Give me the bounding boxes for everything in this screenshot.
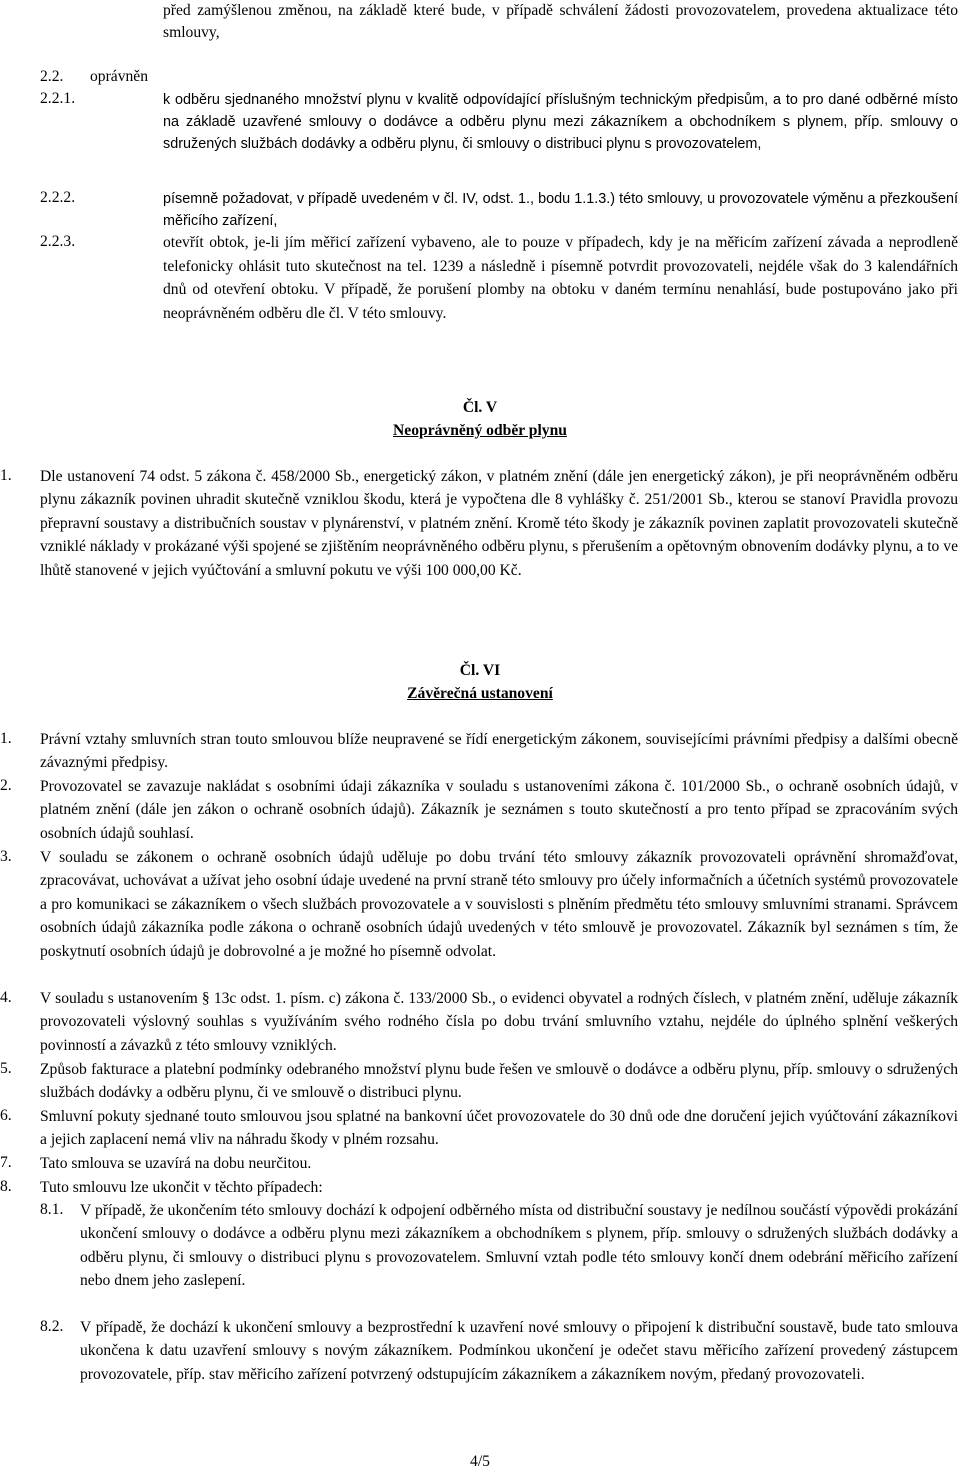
- article-6-item-2: [0, 775, 958, 845]
- article-6-item-1: [0, 728, 958, 775]
- article-6-item-8-1: [40, 1199, 958, 1293]
- clause-number: 2.2.: [40, 68, 64, 85]
- article-6-item-3: [0, 846, 958, 963]
- item-text: Provozovatel se zavazuje nakládat s osobními údaji zákazníka v souladu s ustanoveními zákona č. 101/2000 Sb., o ochraně osobních údajů, v platném znění (dále jen zákon o ochraně osobních údajů). Zákazník je seznámen s touto skutečností a pro tento případ se zpracováním svých osobních údajů souhlasí.: [40, 778, 958, 842]
- item-number: 2.: [0, 777, 12, 794]
- item-text: Tato smlouva se uzavírá na dobu neurčitou.: [40, 1155, 312, 1172]
- clause-2-2-1: [40, 88, 958, 155]
- article-6-title: [0, 683, 960, 705]
- clause-number: 2.2.2.: [40, 189, 76, 206]
- item-text: Právní vztahy smluvních stran touto smlouvou blíže neupravené se řídí energetickým zákonem, souvisejícími právními předpisy a dalšími obecně závaznými předpisy.: [40, 731, 958, 772]
- clause-text: písemně požadovat, v případě uvedeném v čl. IV, odst. 1., bodu 1.1.3.) této smlouvy, u provozovatele výměnu a přezkoušení měřicího zařízení,: [163, 191, 958, 229]
- item-number: 6.: [0, 1107, 12, 1124]
- continuation-paragraph: před zamýšlenou změnou, na základě které bude, v případě schválení žádosti provozovatelem, provedena aktualizace této smlouvy,: [163, 2, 958, 41]
- item-text: V souladu s ustanovením § 13c odst. 1. písm. c) zákona č. 133/2000 Sb., o evidenci obyvatel a rodných číslech, v platném znění, uděluje zákazník provozovateli výslovný souhlas s využíváním svého rodného čísla po dobu trvání smluvního vztahu, nejdéle do úplného splnění veškerých povinností a závazků z této smlouvy vzniklých.: [40, 990, 958, 1054]
- item-text: V souladu se zákonem o ochraně osobních údajů uděluje po dobu trvání této smlouvy zákazník provozovateli oprávnění shromažďovat, zpracovávat, uchovávat a užívat jeho osobní údaje uvedené na první straně této smlouvy pro účely informačních a účetních systémů provozovatele a pro komunikaci se zákazníkem o všech službách provozovatele a v souvislosti s plněním předmětu této smlouvy smluvními stranami. Správcem osobních údajů zákazníka podle zákona o ochraně osobních údajů uvedených v této smlouvě je provozovatel. Zákazník byl seznámen s tím, že poskytnutí osobních údajů je dobrovolné a je možné ho písemně odvolat.: [40, 849, 958, 960]
- clause-text: oprávněn: [90, 68, 149, 85]
- item-number: 1.: [0, 730, 12, 747]
- article-6-item-8-2: [40, 1316, 958, 1386]
- clause-2-2-3: [40, 231, 958, 325]
- article-6-item-6: [0, 1105, 958, 1152]
- article-5-number: Čl. V: [462, 399, 498, 416]
- article-6-title-text: Závěrečná ustanovení: [407, 685, 553, 702]
- article-5-title-text: Neoprávněný odběr plynu: [393, 422, 567, 439]
- item-number: 7.: [0, 1154, 12, 1171]
- paragraph-text: Dle ustanovení 74 odst. 5 zákona č. 458/2000 Sb., energetický zákon, v platném znění (dále jen energetický zákon), je při neoprávněném odběru plynu zákazník povinen uhradit skutečně vzniklou škodu, která je vypočtena dle 8 vyhlášky č. 251/2001 Sb., kterou se stanoví Pravidla provozu přepravní soustavy a distribučních soustav v plynárenství, v platném znění. Kromě této škody je zákazník povinen zaplatit provozovateli skutečně vzniklé náklady v prokázané výši spojené se zjištěním neoprávněného odběru plynu, s přerušením a opětovným obnovením dodávky plynu, a to ve lhůtě stanovené v jejich vyúčtování a smluvní pokutu ve výši 100 000,00 Kč.: [40, 468, 958, 579]
- item-number: 3.: [0, 848, 12, 865]
- item-number: 5.: [0, 1060, 12, 1077]
- item-text: V případě, že ukončením této smlouvy dochází k odpojení odběrného místa od distribuční soustavy je nedílnou součástí výpovědi prokázání ukončení smlouvy o dodávce a odběru plynu mezi zákazníkem a obchodníkem s plynem, příp. smlouvy o sdružených službách dodávky a odběru plynu, či smlouvy o distribuci plynu s provozovatelem. Smluvní vztah podle této smlouvy končí dnem odebrání měřicího zařízení nebo dnem jeho zaslepení.: [80, 1202, 958, 1290]
- paragraph-number: 1.: [0, 467, 12, 484]
- article-6-item-8: [0, 1176, 958, 1199]
- clause-text: k odběru sjednaného množství plynu v kvalitě odpovídající příslušným technickým předpisům, a to pro dané odběrné místo na základě uzavřené smlouvy o dodávce a odběru plynu mezi zákazníkem a obchodníkem s plynem, příp. smlouvy o sdružených službách dodávky a odběru plynu, či smlouvy o distribuci plynu s provozovatelem,: [163, 92, 958, 152]
- item-number: 8.: [0, 1178, 12, 1195]
- page-number: 4/5: [470, 1453, 490, 1470]
- item-number: 4.: [0, 989, 12, 1006]
- article-6-item-7: [0, 1152, 958, 1175]
- article-6-number: Čl. VI: [459, 662, 501, 679]
- article-6-item-4: [0, 987, 958, 1057]
- article-6-item-5: [0, 1058, 958, 1105]
- item-text: Způsob fakturace a platební podmínky odebraného množství plynu bude řešen ve smlouvě o dodávce a odběru plynu, příp. smlouvy o sdružených službách dodávky a odběru plynu, či ve smlouvě o distribuci plynu.: [40, 1061, 958, 1102]
- item-text: Tuto smlouvu lze ukončit v těchto případech:: [40, 1179, 323, 1196]
- item-text: Smluvní pokuty sjednané touto smlouvou jsou splatné na bankovní účet provozovatele do 30 dnů ode dne doručení jejich vyúčtování zákazníkovi a jejich zaplacení nemá vliv na náhradu škody v plném rozsahu.: [40, 1108, 958, 1149]
- item-number: 8.1.: [40, 1201, 64, 1218]
- item-number: 8.2.: [40, 1318, 64, 1335]
- article-5-paragraph-1: [0, 465, 958, 582]
- clause-number: 2.2.1.: [40, 90, 76, 107]
- clause-text: otevřít obtok, je-li jím měřicí zařízení vybaveno, ale to pouze v případech, kdy je na měřicím zařízení závada a neprodleně telefonicky ohlásit tuto skutečnost na tel. 1239 a následně i písemně potvrdit provozovateli, nejdéle však do 3 kalendářních dnů od otevření obtoku. V případě, že porušení plomby na obtoku v daném termínu nenahlásí, bude postupováno jako při neoprávněném odběru dle čl. V této smlouvy.: [163, 234, 958, 322]
- clause-number: 2.2.3.: [40, 233, 76, 250]
- item-text: V případě, že dochází k ukončení smlouvy a bezprostřední k uzavření nové smlouvy o připojení k distribuční soustavě, bude tato smlouva ukončena k datu uzavření smlouvy s novým zákazníkem. Podmínkou ukončení je odečet stavu měřicího zařízení provedený zástupcem provozovatele, příp. stav měřicího zařízení potvrzený odstupujícím zákazníkem a zákazníkem novým, předaný provozovateli.: [80, 1319, 958, 1383]
- clause-2-2-2: [40, 187, 958, 232]
- article-5-title: [0, 420, 960, 442]
